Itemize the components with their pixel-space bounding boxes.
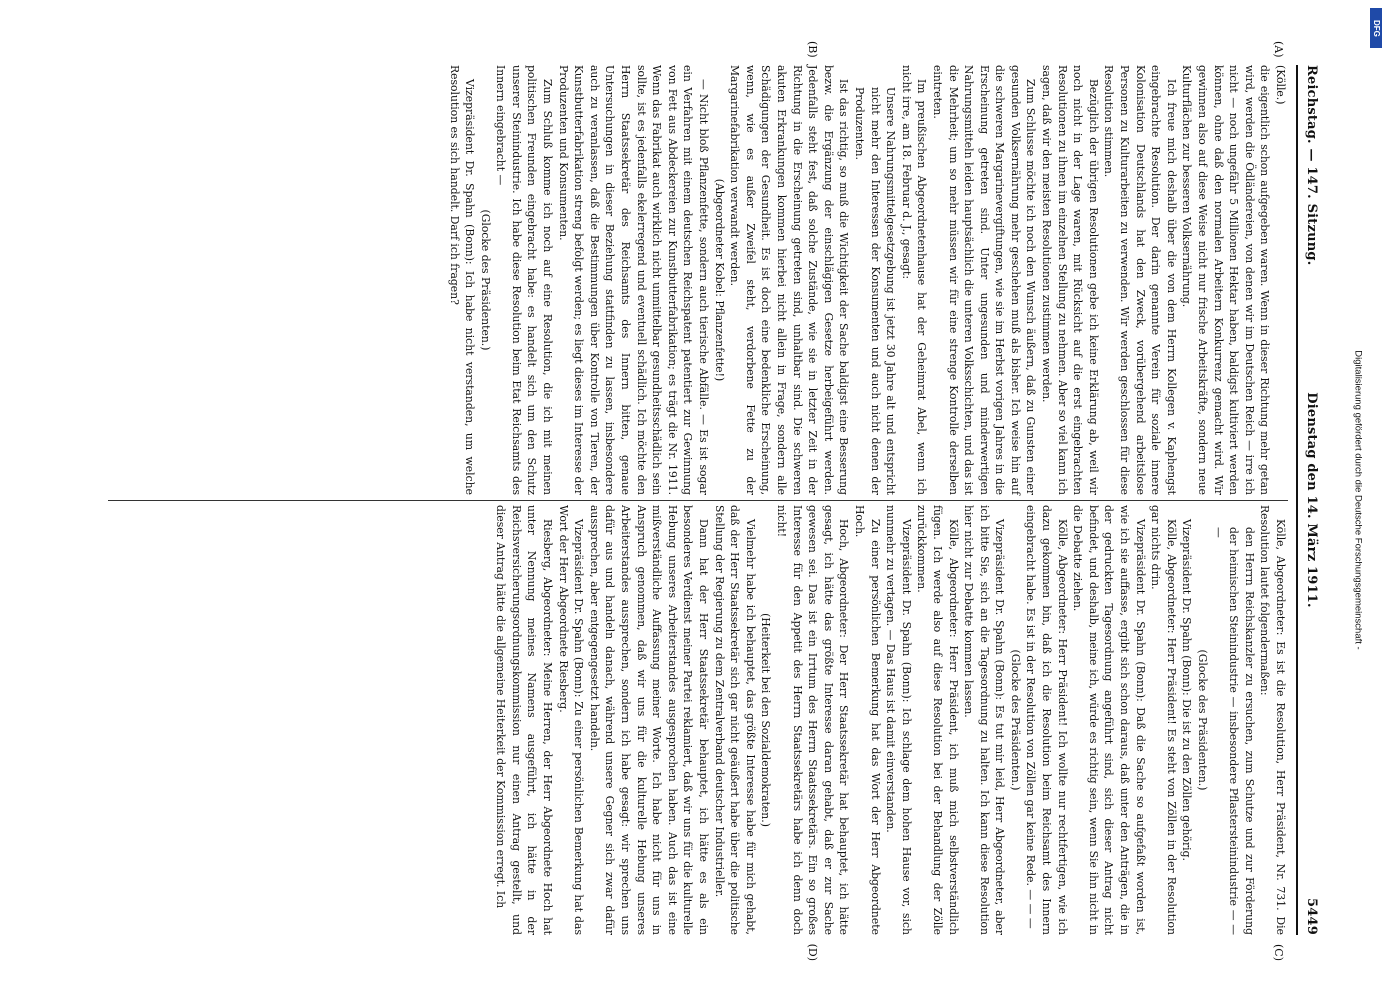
margin-marker-c: (C) [1272, 944, 1285, 961]
text-columns [108, 41, 1288, 961]
paragraph: Im preußischen Abgeordnetenhause hat der Geheimrat Abel, wenn ich nicht irre, am 18. Februar d. J., gesagt: [899, 65, 929, 495]
margin-marker-d: (D) [806, 943, 819, 961]
paragraph: (Heiterkeit bei den Sozialdemokraten.) [759, 613, 773, 827]
paragraph: Vizepräsident Dr. Spahn (Bonn): Ich habe nicht verstanden, um welche Resolution es sich handelt. Darf ich fragen? [447, 65, 477, 495]
paragraph: Unsere Nahrungsmittelgesetzgebung ist jetzt 30 Jahre alt und entspricht nicht mehr den Interessen der Konsumenten und auch nicht denen der Produzenten. [852, 87, 898, 495]
header-date: Dienstag den 14. März 1911. [1304, 392, 1319, 608]
paragraph: Vizepräsident Dr. Spahn (Bonn): Es tut mir leid, Herr Abgeordneter, aber ich bitte Sie, sich an die Tagesordnung zu halten. Ich kann diese Resolution hier nicht zur Debatte kommen lassen. [962, 505, 1007, 935]
paragraph: Bezüglich der übrigen Resolutionen gebe ich keine Erklärung ab, weil wir noch nicht in der Lage waren, mit Rücksicht auf die erst eingebrachten Resolutionen zu ihnen im einzelnen Stellung zu nehmen. Aber so viel kann ich sagen, daß wir den meisten Resolutionen zustimmen werden. [1040, 65, 1100, 495]
left-column [108, 41, 1288, 495]
header-rule [1296, 65, 1298, 935]
paragraph: Kölle, Abgeordneter: Herr Präsident! Es steht von Zöllen in der Resolution gar nichts drin. [1149, 505, 1178, 935]
document-page [51, 35, 1331, 965]
paragraph: Ich freue mich deshalb über die von dem Herrn Kollegen v. Kaphengst eingebrachte Resolution. Der darin genannte Verein für soziale innere Kolonisation Deutschlands hat den Zweck, vorübergehend arbeitslose Personen zu Kulturarbeiten zu verwenden. Wir werden geschlossen für diese Resolution stimmen. [1102, 65, 1178, 495]
paragraph: Vizepräsident Dr. Spahn (Bonn): Ich schlage dem hohen Hause vor, sich nunmehr zu vertagen. — Das Haus ist damit einverstanden. [884, 505, 913, 935]
paragraph: die eigentlich schon aufgegeben waren. Wenn in dieser Richtung mehr getan wird, werden die Ödländereien, von denen wir im Deutschen Reich — irre ich nicht — noch ungefähr 5 Millionen Hektar haben, baldigst kultiviert werden können, ohne daß den normalen Arbeitern Konkurrenz gemacht wird. Wir gewinnen also auf diese Weise nicht nur frische Arbeitskräfte, sondern neue Kulturflächen zur besseren Volksernährung. [1180, 65, 1272, 495]
paragraph: Zu einer persönlichen Bemerkung hat das Wort der Herr Abgeordnete Hoch. [852, 505, 882, 935]
paragraph: Vizepräsident Dr. Spahn (Bonn): Daß die Sache so aufgefaßt worden ist, wie ich sie auffasse, ergibt sich schon daraus, daß unter den Anträgen, die in der gedruckten Tagesordnung angeführt sind, sich dieser Antrag nicht befindet, und deshalb, meine ich, würde es richtig sein, wenn Sie ihn nicht in die Debatte ziehen. [1071, 505, 1147, 935]
paragraph: (Glocke des Präsidenten.) [1196, 649, 1210, 791]
paragraph: Ist das richtig, so muß die Wichtigkeit der Sache baldigst eine Besserung bezw. die Ergänzung der einschlägigen Gesetze herbeigeführt werden. Jedenfalls steht fest, daß solche Zustände, wie sie in letzter Zeit in der Richtung in die Erscheinung getreten sind, unhaltbar sind. Die schweren akuten Erkrankungen kommen hierbei nicht allein in Frage, sondern alle Schädigungen der Gesundheit. Es ist doch eine bedenkliche Erscheinung, wenn, wie es außer Zweifel steht, verdorbene Fette zu der Margarinefabrikation verwandt werden. [728, 65, 851, 495]
paragraph: Zum Schluß komme ich noch auf eine Resolution, die ich mit meinen politischen Freunden eingebracht habe: es handelt sich um den Schutz unserer Steinindustrie. Ich habe diese Resolution beim Etat Reichsamts des Innern eingebracht — [494, 65, 555, 495]
paragraph: den Herrn Reichskanzler zu ersuchen, zum Schutze und zur Förderung der heimischen Steinindustrie — insbesondere Pflastersteinindustrie — — — [1211, 527, 1256, 935]
paragraph: Vielmehr habe ich behauptet, das größte Interesse habe für mich gehabt, daß der Herr Staatssekretär sich gar nicht geäußert habe über die politische Stellung der Regierung zu dem Zentralverband deutscher Industrieller. [712, 505, 757, 935]
paragraph: Hoch, Abgeordneter: Der Herr Staatssekretär hat behauptet, ich hätte gesagt, ich hätte das größte Interesse daran gehabt, daß er zur Sache gewesen sei. Das ist ein Irrtum des Herrn Staatssekretärs. Ein so großes Interesse für den Appetit des Herrn Staatssekretärs habe ich denn doch nicht! [775, 505, 851, 935]
paragraph: Kölle, Abgeordneter: Herr Präsident! Ich wollte nur rechtfertigen, wie ich dazu gekommen bin, daß ich die Resolution beim Reichsamt des Innern eingebracht habe. Es ist in der Resolution von Zöllen gar keine Rede. — — — [1024, 505, 1069, 935]
page-header [1298, 65, 1319, 935]
paragraph: (Abgeordneter Kobel: Pflanzenfette!) [712, 178, 726, 382]
digitization-note: Digitalisierung gefördert durch die Deutsche Forschungsgemeinschaft - [1352, 350, 1364, 650]
paragraph: Kölle, Abgeordneter: Herr Präsident, ich muß mich selbstverständlich fügen. Ich werde also auf diese Resolution bei der Behandlung der Zölle zurückkommen. [915, 505, 960, 935]
right-column [108, 505, 1288, 961]
paragraph: Riesberg, Abgeordneter: Meine Herren, der Herr Abgeordnete Hoch hat unter Nennung meines Namens ausgeführt, ich hätte in der Reichsversicherungsordnungskommission nur einen Antrag gestellt, und dieser Antrag hätte die allgemeine Heiterkeit der Kommission erregt. Ich [494, 505, 555, 935]
margin-marker-a: (A) [1272, 41, 1285, 58]
page-number: 5449 [1304, 898, 1319, 935]
paragraph: Vizepräsident Dr. Spahn (Bonn): Zu einer persönlichen Bemerkung hat das Wort der Herr Abgeordnete Riesberg. [556, 505, 586, 935]
dfg-logo: DFG [1370, 8, 1382, 48]
paragraph: (Glocke des Präsidenten.) [1008, 649, 1022, 791]
paragraph: (Glocke des Präsidenten.) [478, 209, 492, 351]
margin-marker-b: (B) [806, 41, 819, 58]
column-rule [108, 500, 1288, 501]
paragraph: Vizepräsident Dr. Spahn (Bonn): Die ist zu den Zöllen gehörig. [1180, 519, 1194, 861]
paragraph: Dann hat der Herr Staatssekretär behauptet, ich hätte es als ein besonderes Verdienst meiner Partei reklamiert, daß wir uns für die kulturelle Hebung unseres Arbeiterstandes ausgesprochen haben. Auch das ist eine mißverständliche Auffassung meiner Worte. Ich habe nicht für uns in Anspruch genommen, daß wir uns für die kulturelle Hebung unseres Arbeiterstandes aussprechen, sondern ich habe gesagt: wir sprechen uns dafür aus und handeln danach, während unsere Gegner sich zwar dafür aussprechen, aber entgegengesetzt handeln. [587, 505, 711, 935]
paragraph: — Nicht bloß Pflanzenfette, sondern auch tierische Abfälle. — Es ist sogar ein Verfahren mit einem deutschen Reichspatent patentiert zur Gewinnung von Fett aus Abdeckereien zur Kunstbutterfabrikation; es trägt die Nr. 1911. Wenn das Fabrikat auch wirklich nicht unmittelbar gesundheitsschädlich sein sollte, ist es jedenfalls ekelerregend und eventuell schädlich. Ich möchte den Herrn Staatssekretär des Reichsamts des Innern bitten, genaue Untersuchungen in dieser Beziehung stattfinden zu lassen, insbesondere auch zu veranlassen, daß die Bestimmungen über Kontrolle von Tieren, der Kunstbutterfabrikation streng befolgt werden; es liegt dieses im Interesse der Produzenten und Konsumenten. [556, 65, 711, 495]
header-left: Reichstag. — 147. Sitzung. [1304, 65, 1319, 266]
paragraph: (Kölle.) [1274, 65, 1287, 105]
paragraph: Kölle, Abgeordneter: Es ist die Resolution, Herr Präsident, Nr. 731. Die Resolution lautet folgendermaßen: [1258, 505, 1287, 935]
paragraph: Zum Schlusse möchte ich noch den Wunsch äußern, daß zu Gunsten einer gesunden Volksernährung mehr geschehen muß als bisher. Ich weise hin auf die schweren Margarinevergiftungen, wie sie im Herbst vorigen Jahres in die Erscheinung getreten sind. Unter ungesunden und minderwertigen Nahrungsmitteln leiden hauptsächlich die unteren Volksschichten, und das ist die Mehrheit; um so mehr müssen wir für eine strenge Kontrolle derselben eintreten. [930, 65, 1038, 495]
